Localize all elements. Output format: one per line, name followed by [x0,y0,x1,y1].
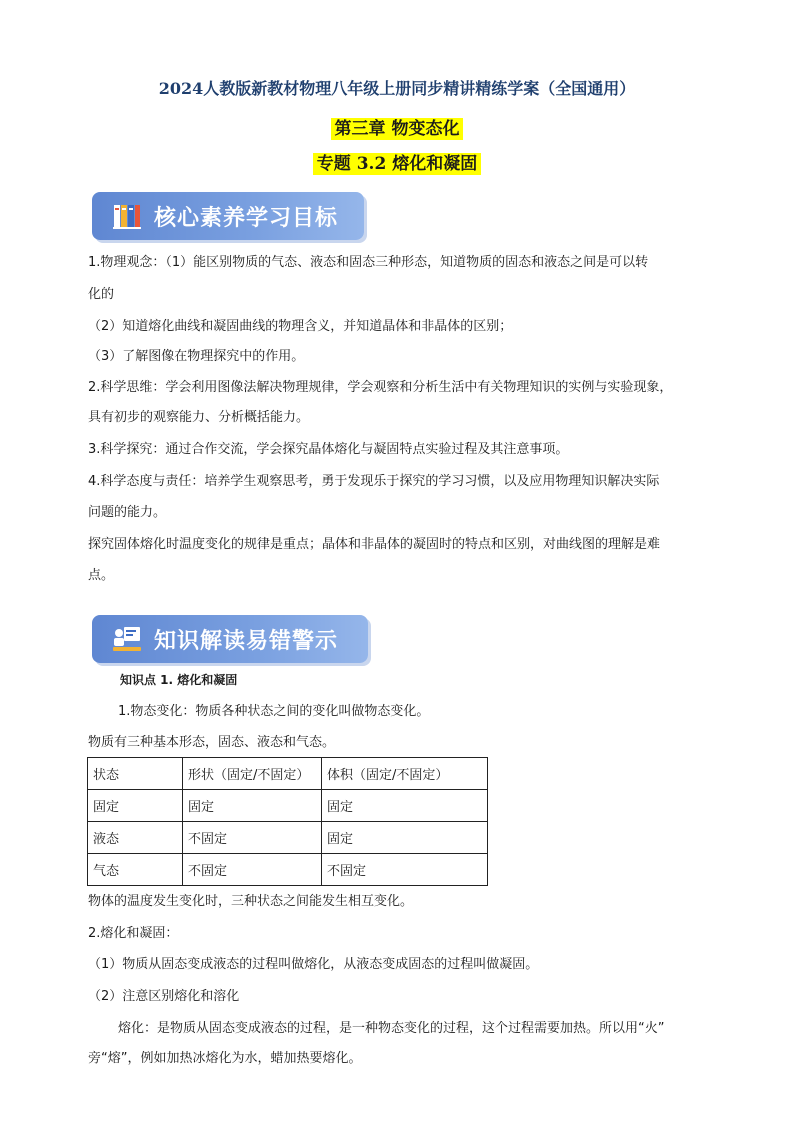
goal-line-2: 化的 [88,287,115,302]
table-cell: 固定 [322,822,488,854]
goal-line-8: 4.科学态度与责任：培养学生观察思考，勇于发现乐于探究的学习习惯，以及应用物理知识解决实际 [88,474,660,489]
goal-line-3: （2）知道熔化曲线和凝固曲线的物理含义，并知道晶体和非晶体的区别； [88,319,513,334]
goal-line-9: 问题的能力。 [88,505,167,520]
knowledge-line-7: 熔化：是物质从固态变成液态的过程，是一种物态变化的过程，这个过程需要加热。所以用“火” [118,1021,665,1036]
knowledge-line-2: 物质有三种基本形态，固态、液态和气态。 [88,735,336,750]
knowledge-point-title: 知识点 1. 熔化和凝固 [120,673,238,687]
table-header-cell: 状态 [88,758,183,790]
knowledge-banner-title: 知识解读易错警示 [154,628,339,654]
states-table [87,757,488,886]
table-row [88,854,488,886]
table-cell: 不固定 [183,854,322,886]
topic-heading: 专题 3.2 熔化和凝固 [313,153,481,175]
table-cell: 固定 [88,790,183,822]
table-cell: 不固定 [322,854,488,886]
knowledge-line-8: 旁“熔”，例如加热冰熔化为水，蜡加热要熔化。 [88,1051,362,1066]
table-row [88,790,488,822]
knowledge-line-6: （2）注意区别熔化和溶化 [88,989,240,1004]
goal-line-1: 1.物理观念：（1）能区别物质的气态、液态和固态三种形态，知道物质的固态和液态之间是可以转 [88,255,649,270]
books-icon [112,201,142,231]
knowledge-line-1: 1.物态变化：物质各种状态之间的变化叫做物态变化。 [118,704,430,719]
table-cell: 液态 [88,822,183,854]
topic-heading-wrap [0,149,794,174]
table-header-cell: 体积（固定/不固定） [322,758,488,790]
goal-line-6: 具有初步的观察能力、分析概括能力。 [88,410,310,425]
table-cell: 固定 [183,790,322,822]
document-title: 2024人教版新教材物理八年级上册同步精讲精练学案（全国通用） [158,79,636,98]
table-cell: 固定 [322,790,488,822]
goals-banner-title: 核心素养学习目标 [154,205,339,231]
knowledge-line-3: 物体的温度发生变化时，三种状态之间能发生相互变化。 [88,894,414,909]
knowledge-line-5: （1）物质从固态变成液态的过程叫做熔化，从液态变成固态的过程叫做凝固。 [88,957,539,972]
goals-banner [92,192,364,240]
table-cell: 气态 [88,854,183,886]
goal-line-7: 3.科学探究：通过合作交流，学会探究晶体熔化与凝固特点实验过程及其注意事项。 [88,442,569,457]
knowledge-banner [92,615,368,663]
table-cell: 不固定 [183,822,322,854]
goal-line-5: 2.科学思维：学会利用图像法解决物理规律，学会观察和分析生活中有关物理知识的实例与实验现象， [88,380,673,395]
knowledge-line-4: 2.熔化和凝固： [88,926,179,941]
table-row [88,822,488,854]
goal-line-11: 点。 [88,568,115,583]
goal-line-10: 探究固体熔化时温度变化的规律是重点；晶体和非晶体的凝固时的特点和区别，对曲线图的理解是难 [88,537,661,552]
table-header-row [88,758,488,790]
chapter-heading: 第三章 物变态化 [331,118,464,140]
goal-line-4: （3）了解图像在物理探究中的作用。 [88,349,305,364]
table-header-cell: 形状（固定/不固定） [183,758,322,790]
presenter-board-icon [112,624,142,654]
chapter-heading-wrap [0,114,794,139]
